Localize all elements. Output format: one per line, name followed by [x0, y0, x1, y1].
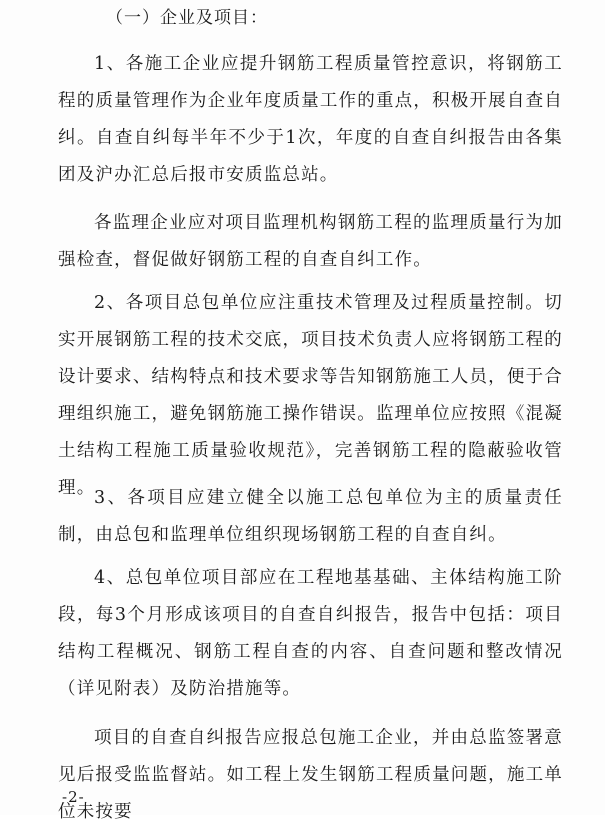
paragraph-report-submission: 项目的自查自纠报告应报总包施工企业，并由总监签署意见后报受监监督站。如工程上发生钢筋工程质量问题，施工单位未按要: [58, 728, 563, 822]
paragraph-general-contractor: 2、各项目总包单位应注重技术管理及过程质量控制。切实开展钢筋工程的技术交底，项目技术负责人应将钢筋工程的设计要求、结构特点和技术要求等告知钢筋施工人员，便于合理组织施工，避免钢筋施工操作错误。监理单位应按照《混凝土结构工程施工质量验收规范》，完善钢筋工程的隐蔽验收管理。: [58, 293, 563, 498]
paragraph-quality-responsibility: 3、各项目应建立健全以施工总包单位为主的质量责任制，由总包和监理单位组织现场钢筋工程的自查自纠。: [58, 488, 563, 545]
page-number: -2-: [62, 788, 85, 806]
section-heading: （一）企业及项目：: [106, 8, 268, 28]
paragraph-self-inspection-report: 4、总包单位项目部应在工程地基基础、主体结构施工阶段，每3个月形成该项目的自查自纠报告，报告中包括：项目结构工程概况、钢筋工程自查的内容、自查问题和整改情况（详见附表）及防治措施等。: [58, 568, 563, 699]
paragraph-supervision-enterprises: 各监理企业应对项目监理机构钢筋工程的监理质量行为加强检查，督促做好钢筋工程的自查自纠工作。: [58, 213, 563, 270]
paragraph-construction-enterprises: 1、各施工企业应提升钢筋工程质量管控意识，将钢筋工程的质量管理作为企业年度质量工作的重点，积极开展自查自纠。自查自纠每半年不少于1次，年度的自查自纠报告由各集团及沪办汇总后报市安质监总站。: [58, 54, 563, 185]
